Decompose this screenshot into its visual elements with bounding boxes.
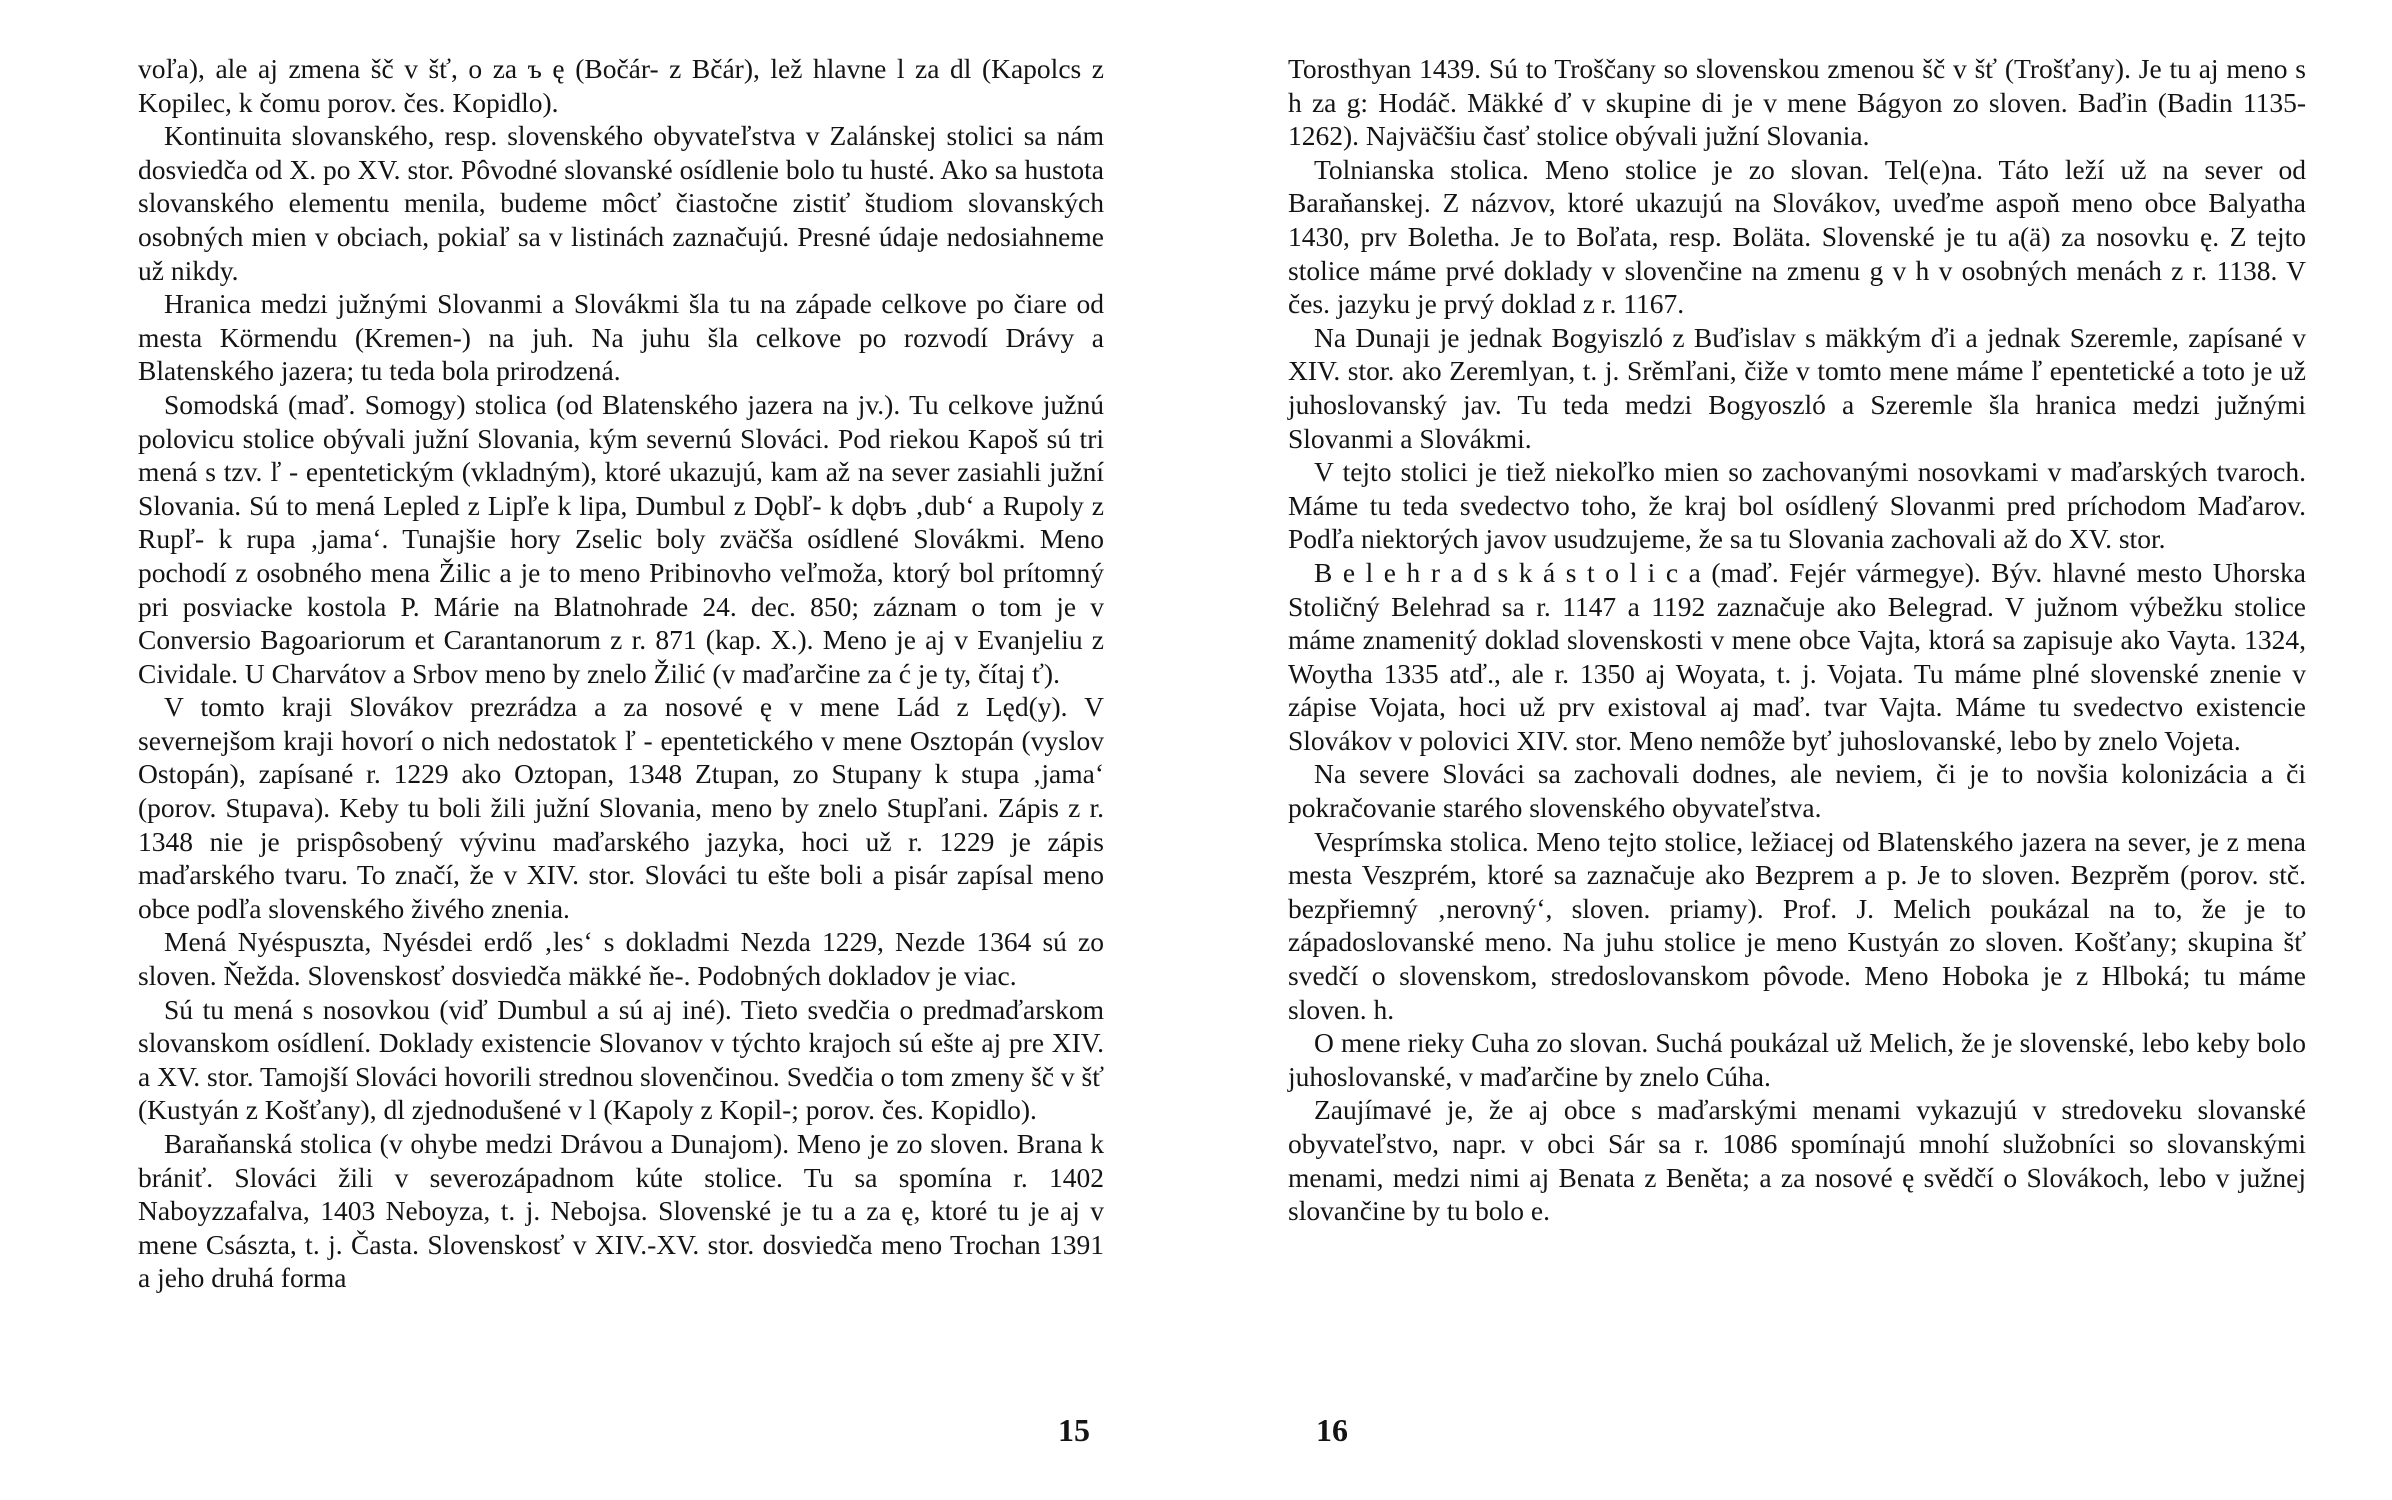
right-page-text [1288,52,2306,1228]
page-number-right: 16 [1316,1412,1348,1448]
paragraph: Torosthyan 1439. Sú to Troščany so slovenskou zmenou šč v šť (Trošťany). Je tu aj meno s h za g: Hodáč. Mäkké ď v skupine di je v mene Bágyon zo sloven. Baďin (Badin 1135-1262). Najväčšiu časť stolice obývali južní Slovania. [1288,53,2306,152]
paragraph: Tolnianska stolica. Meno stolice je zo slovan. Tel(e)na. Táto leží už na sever od Baraňanskej. Z názvov, ktoré ukazujú na Slovákov, uveďme aspoň meno obce Balyatha 1430, prv Boletha. Je to Boľata, resp. Boläta. Slovenské je tu a(ä) za nosovku ę. Z tejto stolice máme prvé doklady v slovenčine na zmenu g v h v osobných menách z r. 1138. V čes. jazyku je prvý doklad z r. 1167. [1288,153,2306,320]
paragraph: Zaujímavé je, že aj obce s maďarskými menami vykazujú v stredoveku slovanské obyvateľstvo, napr. v obci Sár sa r. 1086 spomínajú mnohí služobníci so slovanskými menami, medzi nimi aj Benata z Beněta; a za nosové ę svědčí o Slovákoch, lebo v južnej slovančine by tu bolo e. [1288,1094,2306,1227]
paragraph: B e l e h r a d s k á s t o l i c a (maď. Fejér vármegye). Býv. hlavné mesto Uhorska Stoličný Belehrad sa r. 1147 a 1192 zaznačuje ako Belegrad. V južnom výbežku stolice máme znamenitý doklad slovenskosti v mene obce Vajta, ktorá sa zapisuje ako Vayta. 1324, Woytha 1335 atď., ale r. 1350 aj Woyata, t. j. Vojata. Tu máme plné slovenské znenie v zápise Vojata, hoci už prv existoval aj maď. tvar Vajta. Máme tu svedectvo existencie Slovákov v polovici XIV. stor. Meno nemôže byť juhoslovanské, lebo by znelo Vojeta. [1288,556,2306,756]
paragraph: V tejto stolici je tiež niekoľko mien so zachovanými nosovkami v maďarských tvaroch. Máme tu teda svedectvo toho, že kraj bol osídlený Slovanmi pred príchodom Maďarov. Podľa niektorých javov usudzujeme, že sa tu Slovania zachovali až do XV. stor. [1288,456,2306,555]
paragraph: Na Dunaji je jednak Bogyiszló z Buďislav s mäkkým ďi a jednak Szeremle, zapísané v XIV. stor. ako Zeremlyan, t. j. Srěmľani, čiže v tomto mene máme ľ epentetické a toto je už juhoslovanský jav. Tu teda medzi Bogyoszló a Szeremle šla hranica medzi južnými Slovanmi a Slovákmi. [1288,321,2306,454]
paragraph: Mená Nyéspuszta, Nyésdei erdő ‚les‘ s dokladmi Nezda 1229, Nezde 1364 sú zo sloven. Ňežda. Slovenskosť dosviedča mäkké ňe-. Podobných dokladov je viac. [138,926,1104,992]
paragraph: Sú tu mená s nosovkou (viď Dumbul a sú aj iné). Tieto svedčia o predmaďarskom slovanskom osídlení. Doklady existencie Slovanov v týchto krajoch sú ešte aj pre XIV. a XV. stor. Tamojší Slováci hovorili strednou slovenčinou. Svedčia o tom zmeny šč v šť (Kustyán z Košťany), dl zjednodušené v l (Kapoly z Kopil-; porov. čes. Kopidlo). [138,993,1104,1126]
paragraph: Somodská (maď. Somogy) stolica (od Blatenského jazera na jv.). Tu celkove južnú polovicu stolice obývali južní Slovania, kým severnú Slováci. Pod riekou Kapoš sú tri mená s tzv. ľ - epentetickým (vkladným), ktoré ukazujú, kam až na sever zasiahli južní Slovania. Sú to mená Lepled z Lipľe k lipa, Dumbul z Dǫbľ- k dǫbъ ‚dub‘ a Rupoly z Rupľ- k rupa ‚jama‘. Tunajšie hory Zselic boly zväčša osídlené Slovákmi. Meno pochodí z osobného mena Žilic a je to meno Pribinovho veľmoža, ktorý bol prítomný pri posviacke kostola P. Márie na Blatnohrade 24. dec. 850; záznam o tom je v Conversio Bagoariorum et Carantanorum z r. 871 (kap. X.). Meno je aj v Evanjeliu z Cividale. U Charvátov a Srbov meno by znelo Žilić (v maďarčine za ć je ty, čítaj ť). [138,388,1105,689]
paragraph: Baraňanská stolica (v ohybe medzi Drávou a Dunajom). Meno je zo sloven. Brana k brániť. Slováci žili v severozápadnom kúte stolice. Tu sa spomína r. 1402 Naboyzzafalva, 1403 Neboyza, t. j. Nebojsa. Slovenské je tu a za ę, ktoré tu je aj v mene Császta, t. j. Časta. Slovenskosť v XIV.-XV. stor. dosviedča meno Trochan 1391 a jeho druhá forma [138,1128,1104,1294]
paragraph: Na severe Slováci sa zachovali dodnes, ale neviem, či je to novšia kolonizácia a či pokračovanie starého slovenského obyvateľstva. [1288,758,2306,824]
right-page [1288,52,2306,1228]
paragraph: voľa), ale aj zmena šč v šť, o za ъ ę (Bočár- z Bčár), lež hlavne l za dl (Kapolcs z Kopilec, k čomu porov. čes. Kopidlo). [138,53,1104,118]
page-number-left: 15 [1058,1412,1090,1448]
paragraph: V tomto kraji Slovákov prezrádza a za nosové ę v mene Lád z Lęd(y). V severnejšom kraji hovorí o nich nedostatok ľ - epentetického v mene Osztopán (vyslov Ostopán), zapísané r. 1229 ako Oztopan, 1348 Ztupan, zo Stupany k stupa ‚jama‘ (porov. Stupava). Keby tu boli žili južní Slovania, meno by znelo Stupľani. Zápis z r. 1348 nie je prispôsobený vývinu maďarského jazyka, hoci už r. 1229 je zápis maďarského tvaru. To značí, že v XIV. stor. Slováci tu ešte boli a pisár zapísal meno obce podľa slovenského živého znenia. [138,691,1104,924]
paragraph: Vesprímska stolica. Meno tejto stolice, ležiacej od Blatenského jazera na sever, je z mena mesta Veszprém, ktoré sa zaznačuje ako Bezprem a p. Je to sloven. Bezprěm (porov. stč. bezpřiemný ‚nerovný‘, sloven. priamy). Prof. J. Melich poukázal na to, že je to západoslovanské meno. Na juhu stolice je meno Kustyán zo sloven. Košťany; skupina šť svedčí o slovenskom, stredoslovanskom pôvode. Meno Hoboka je z Hlboká; tu máme sloven. h. [1288,825,2306,1025]
left-page [138,52,1104,1295]
paragraph: Kontinuita slovanského, resp. slovenského obyvateľstva v Zalánskej stolici sa nám dosviedča od X. po XV. stor. Pôvodné slovanské osídlenie bolo tu husté. Ako sa hustota slovanského elementu menila, budeme môcť čiastočne zistiť študiom slovanských osobných mien v obciach, pokiaľ sa v listinách zaznačujú. Presné údaje nedosiahneme už nikdy. [138,120,1104,286]
paragraph: O mene rieky Cuha zo slovan. Suchá poukázal už Melich, že je slovenské, lebo keby bolo juhoslovanské, v maďarčine by znelo Cúha. [1288,1027,2306,1092]
paragraph: Hranica medzi južnými Slovanmi a Slovákmi šla tu na západe celkove po čiare od mesta Körmendu (Kremen-) na juh. Na juhu šla celkove po rozvodí Drávy a Blatenského jazera; tu teda bola prirodzená. [138,288,1104,387]
left-page-text [138,52,1104,1295]
